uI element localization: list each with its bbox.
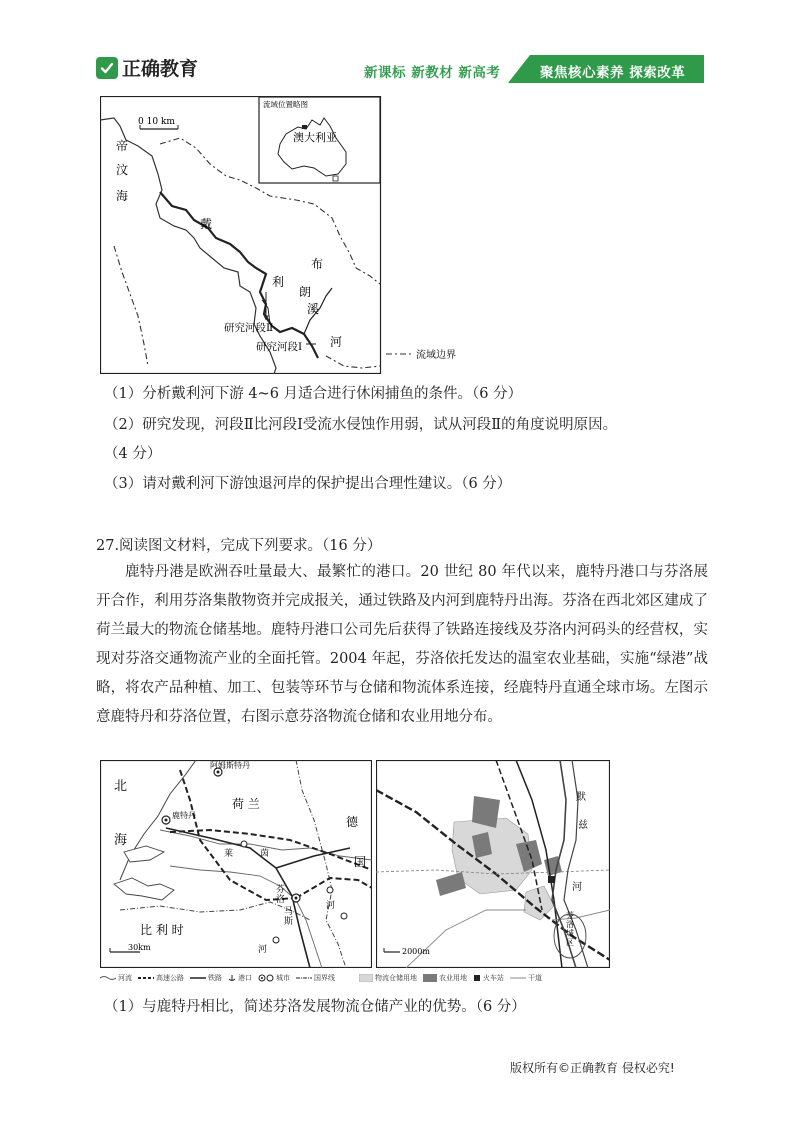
sea-label-2: 汶: [116, 163, 129, 177]
river-label-2: 利: [272, 275, 285, 289]
inset-label: 澳大利亚: [293, 131, 337, 144]
rhine-label-2: 茵: [260, 849, 270, 859]
netherlands-label: 荷 兰: [232, 797, 260, 811]
maas-label-3: 河: [572, 882, 582, 893]
page-header: [0, 0, 800, 90]
maas-label-2: 斯: [284, 917, 294, 927]
legend-railway: 铁路: [208, 974, 222, 982]
venlo-label-1: 芬: [276, 885, 286, 895]
map2-scale: 30km: [128, 943, 151, 952]
venlo-landuse-map: [376, 760, 610, 968]
river-char-label-2: 河: [258, 945, 268, 955]
segment-1-label: 研究河段Ⅰ: [256, 341, 303, 353]
legend-highway: 高速公路: [156, 974, 184, 982]
rotterdam-label: 鹿特丹: [172, 811, 196, 820]
creek-label-2: 朗: [299, 285, 312, 299]
slogan-right: 聚焦核心素养 探索改革: [540, 65, 686, 81]
question-27-material: 鹿特丹港是欧洲吞吐量最大、最繁忙的港口。20 世纪 80 年代以来，鹿特丹港口与芬洛展开合作，利用芬洛集散物资并完成报关，通过铁路及内河到鹿特丹出海。芬洛在西北郊区建成了荷兰最大的物流仓储基地。鹿特丹港口公司先后获得了铁路连接线及芬洛内河码头的经营权，实现对芬洛交通物流产业的全面托管。2004 年起，芬洛依托发达的温室农业基础，实施“绿港”战略，将农产品种植、加工、包装等环节与仓储和物流体系连接，经鹿特丹直通全球市场。左图示意鹿特丹和芬洛位置，右图示意芬洛物流仓储和农业用地分布。: [96, 564, 708, 725]
map3-scale: 2000m: [402, 947, 430, 956]
copyright-footer: 版权所有©正确教育 侵权必究!: [510, 1061, 675, 1075]
question-26-1: （1）分析戴利河下游 4~6 月适合进行休闲捕鱼的条件。（6 分）: [104, 386, 523, 402]
legend-boundary-label: 流域边界: [416, 350, 456, 361]
maas-label-1: 默: [576, 792, 586, 803]
legend-logistics: 物流仓储用地: [359, 973, 417, 983]
maas-label-1: 马: [284, 907, 294, 917]
rotterdam-venlo-map: [100, 760, 372, 968]
question-27-1: （1）与鹿特丹相比，简述芬洛发展物流仓储产业的优势。（6 分）: [104, 999, 526, 1015]
creek-label-3: 溪: [307, 302, 320, 316]
sea-label-1: 帝: [116, 139, 129, 153]
segment-2-label: 研究河段Ⅱ: [224, 322, 274, 334]
legend-river: 河流: [100, 973, 132, 983]
scale-label: 0 10 km: [138, 117, 175, 127]
river-label-1: 戴: [200, 217, 213, 231]
legend-port: 港口: [228, 973, 252, 983]
old-town-label-1: 芬: [566, 911, 574, 920]
question-26-2: （2）研究发现，河段Ⅱ比河段Ⅰ受流水侵蚀作用弱，试从河段Ⅱ的角度说明原因。: [104, 417, 618, 433]
sea-label-3: 海: [116, 189, 129, 203]
venlo-label-2: 洛: [276, 895, 286, 905]
old-town-label-4: 区: [566, 938, 574, 947]
study-area-marker: [302, 125, 307, 129]
train-station: [548, 876, 555, 883]
question-26-2-score: （4 分）: [104, 446, 162, 462]
question-27-title: 27.阅读图文材料，完成下列要求。（16 分）: [96, 538, 382, 554]
inset-title: 流域位置略图: [263, 100, 308, 109]
north-sea-label-1: 北: [114, 779, 128, 794]
old-town-label-2: 洛: [566, 920, 574, 929]
old-town-label-3: 城: [566, 929, 574, 938]
river-label-3: 河: [330, 335, 343, 349]
amsterdam-label: 阿姆斯特丹: [210, 761, 250, 770]
check-icon: [96, 57, 118, 79]
creek-label-1: 布: [311, 257, 324, 271]
belgium-label: 比 利 时: [140, 923, 184, 937]
river-char-label: 河: [326, 901, 336, 911]
question-26-3: （3）请对戴利河下游蚀退河岸的保护提出合理性建议。（6 分）: [104, 476, 512, 492]
legend-road: 干道: [528, 974, 542, 982]
north-sea-label-2: 海: [114, 833, 128, 848]
germany-label-1: 德: [346, 815, 359, 829]
logo-text: 正确教育: [122, 58, 199, 80]
daly-river-map: [100, 96, 490, 374]
rhine-label-1: 莱: [224, 849, 234, 859]
legend-agriculture: 农业用地: [423, 973, 467, 983]
legend-station: 火车站: [473, 973, 504, 983]
maas-label-2: 兹: [578, 820, 588, 831]
legend-border: 国界线: [314, 974, 335, 982]
slogan-left: 新课标 新教材 新高考: [364, 65, 501, 81]
legend-city: 城市: [258, 973, 290, 983]
germany-label-2: 国: [354, 855, 367, 869]
map-legend: [100, 970, 710, 986]
logo: [96, 54, 198, 81]
